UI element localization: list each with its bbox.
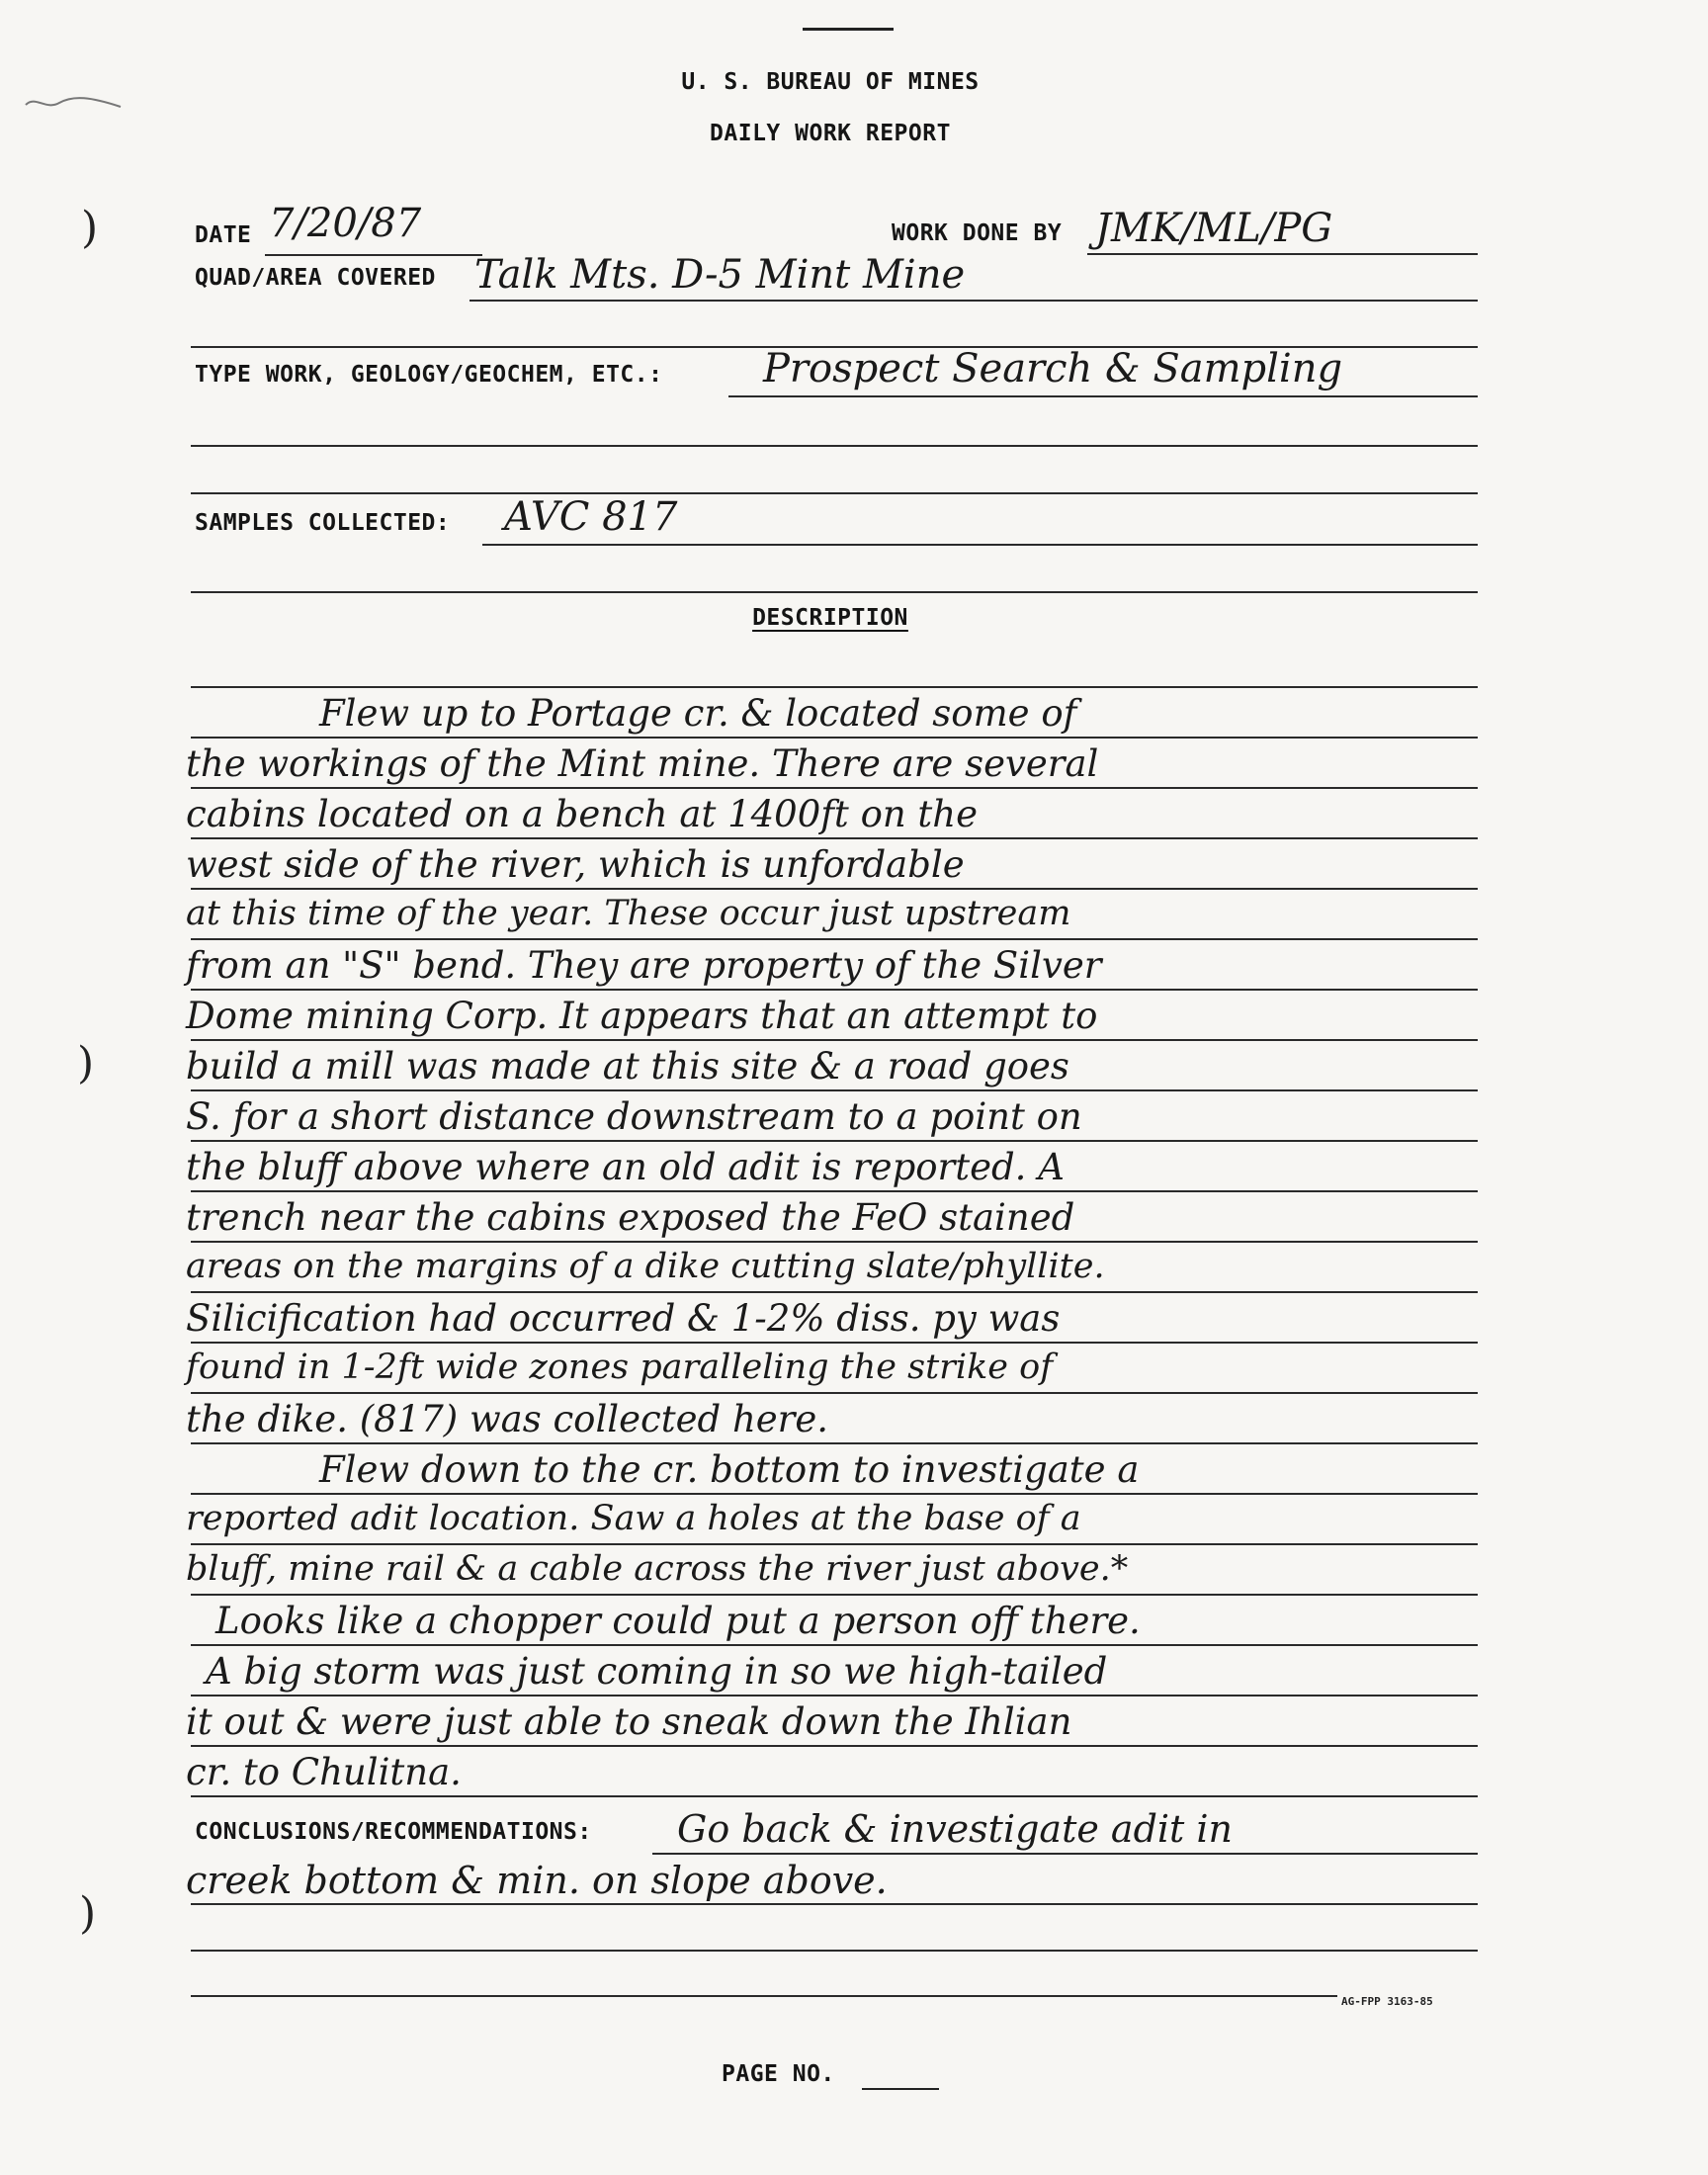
description-line: Silicification had occurred & 1-2% diss. py was: [186, 1297, 1061, 1340]
description-rule: [191, 686, 1478, 688]
type-work-line-2: [191, 445, 1478, 447]
description-rule: [191, 938, 1478, 940]
quad-area-line: [470, 300, 1478, 302]
corner-scribble: [22, 91, 130, 113]
type-work-line-3: [191, 492, 1478, 494]
description-line: found in 1-2ft wide zones paralleling the strike of: [186, 1348, 1054, 1387]
agency-heading: U. S. BUREAU OF MINES: [681, 69, 980, 95]
description-rule: [191, 1795, 1478, 1797]
quad-area-value: Talk Mts. D-5 Mint Mine: [474, 252, 966, 298]
conclusions-value-line-2: creek bottom & min. on slope above.: [186, 1859, 888, 1902]
description-line: Dome mining Corp. It appears that an attempt to: [186, 995, 1098, 1037]
page-number-line: [862, 2088, 939, 2090]
conclusions-rule: [191, 1903, 1478, 1905]
margin-mark: ): [79, 1888, 97, 1939]
description-rule: [191, 1745, 1478, 1747]
description-rule: [191, 787, 1478, 789]
report-title: DAILY WORK REPORT: [710, 121, 951, 146]
samples-collected-label: SAMPLES COLLECTED:: [195, 510, 451, 536]
description-rule: [191, 1695, 1478, 1696]
description-line: at this time of the year. These occur just upstream: [186, 894, 1071, 933]
margin-mark: ): [77, 1038, 95, 1088]
conclusions-rule: [191, 1950, 1478, 1952]
description-line: Flew down to the cr. bottom to investigate a: [319, 1448, 1140, 1491]
description-line: cr. to Chulitna.: [186, 1751, 462, 1793]
description-rule: [191, 1594, 1478, 1596]
description-line: bluff, mine rail & a cable across the river just above.*: [186, 1549, 1129, 1589]
description-rule: [191, 989, 1478, 991]
description-line: Flew up to Portage cr. & located some of: [319, 692, 1077, 735]
description-line: trench near the cabins exposed the FeO stained: [186, 1196, 1075, 1239]
description-rule: [191, 1342, 1478, 1344]
top-dash-mark: [803, 28, 894, 31]
form-number: AG-FPP 3163-85: [1341, 1995, 1433, 2008]
description-line: the dike. (817) was collected here.: [186, 1398, 829, 1440]
description-line: cabins located on a bench at 1400ft on the: [186, 793, 979, 835]
description-line: S. for a short distance downstream to a point on: [186, 1095, 1082, 1138]
description-rule: [191, 1442, 1478, 1444]
conclusions-rule: [191, 1995, 1337, 1997]
description-line: build a mill was made at this site & a road goes: [186, 1045, 1069, 1088]
type-work-label: TYPE WORK, GEOLOGY/GEOCHEM, ETC.:: [195, 362, 663, 388]
description-line: the bluff above where an old adit is reported. A: [186, 1146, 1065, 1188]
description-rule: [191, 1089, 1478, 1091]
description-line: from an "S" bend. They are property of the Silver: [186, 944, 1102, 987]
description-rule: [191, 1039, 1478, 1041]
description-rule: [191, 1241, 1478, 1243]
description-line: A big storm was just coming in so we high-tailed: [206, 1650, 1108, 1693]
quad-area-label: QUAD/AREA COVERED: [195, 265, 436, 291]
margin-mark: ): [81, 203, 99, 253]
date-line: [265, 254, 482, 256]
samples-line-2: [191, 591, 1478, 593]
description-rule: [191, 1493, 1478, 1495]
date-value: 7/20/87: [269, 201, 422, 246]
type-work-value: Prospect Search & Sampling: [763, 346, 1343, 392]
description-rule: [191, 1644, 1478, 1646]
description-heading: DESCRIPTION: [752, 605, 908, 631]
date-label: DATE: [195, 222, 252, 248]
description-rule: [191, 1543, 1478, 1545]
conclusions-value-line-1: Go back & investigate adit in: [677, 1807, 1234, 1851]
description-rule: [191, 1190, 1478, 1192]
description-rule: [191, 1291, 1478, 1293]
description-rule: [191, 1140, 1478, 1142]
work-done-by-label: WORK DONE BY: [892, 220, 1063, 246]
description-line: west side of the river, which is unfordable: [186, 843, 965, 886]
description-line: the workings of the Mint mine. There are several: [186, 742, 1099, 785]
work-done-by-line: [1087, 253, 1478, 255]
description-rule: [191, 737, 1478, 739]
description-line: reported adit location. Saw a holes at the base of a: [186, 1499, 1081, 1538]
page-number-label: PAGE NO.: [722, 2061, 835, 2087]
description-rule: [191, 1392, 1478, 1394]
samples-collected-value: AVC 817: [504, 494, 678, 540]
description-rule: [191, 888, 1478, 890]
samples-line: [482, 544, 1478, 546]
work-done-by-value: JMK/ML/PG: [1095, 206, 1333, 251]
conclusions-rule: [652, 1853, 1478, 1855]
description-rule: [191, 837, 1478, 839]
description-line: it out & were just able to sneak down the Ihlian: [186, 1700, 1072, 1743]
type-work-line: [728, 395, 1478, 397]
description-line: areas on the margins of a dike cutting slate/phyllite.: [186, 1247, 1105, 1286]
conclusions-label: CONCLUSIONS/RECOMMENDATIONS:: [195, 1819, 592, 1845]
description-line: Looks like a chopper could put a person off there.: [215, 1600, 1141, 1642]
